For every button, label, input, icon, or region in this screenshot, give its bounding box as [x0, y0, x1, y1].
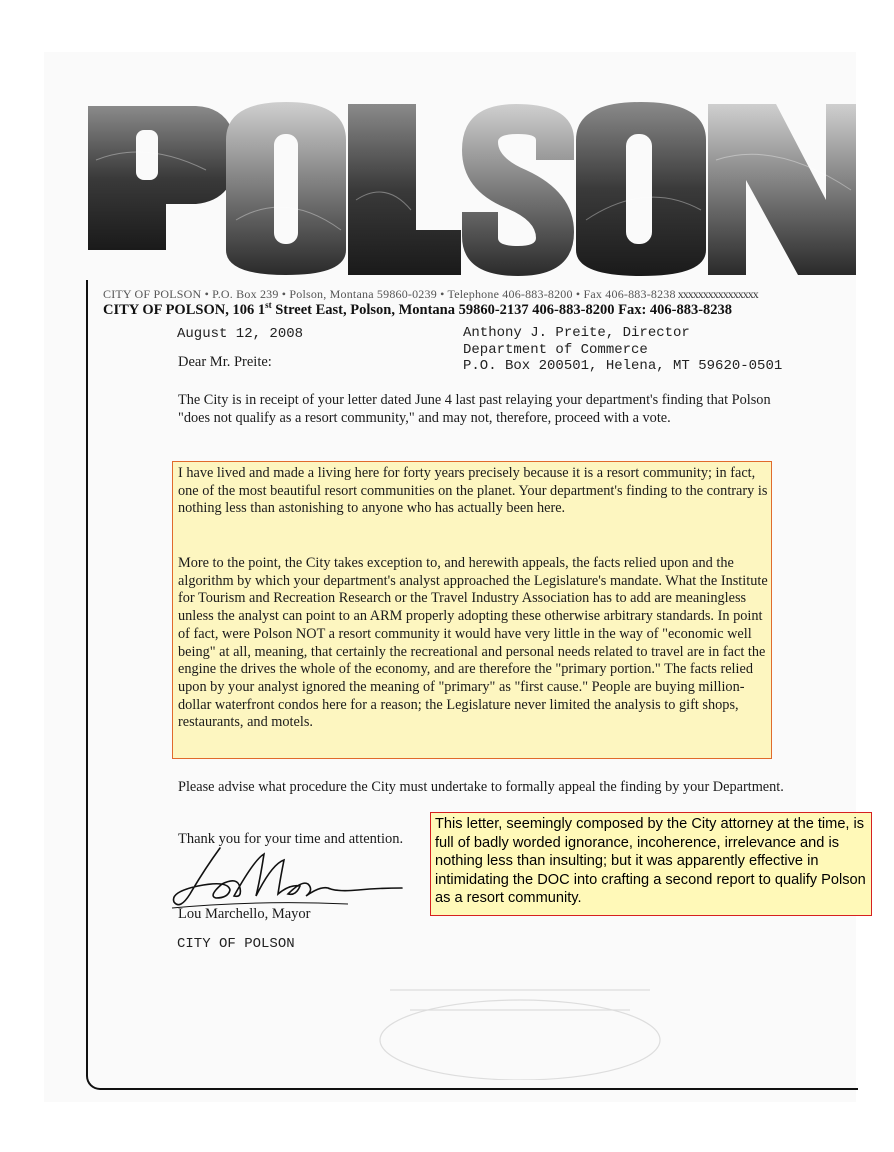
recipient-line: P.O. Box 200501, Helena, MT 59620-0501: [463, 358, 783, 374]
signer-name: Lou Marchello, Mayor: [178, 906, 311, 922]
annotation-text: This letter, seemingly composed by the City attorney at the time, is full of badly worded ignorance, incoherence, irrelevance and is nothing less than insulting; but it was apparently effective in intimidating the DOC into crafting a second report to qualify Polson as a resort community.: [435, 816, 866, 907]
paragraph-1: The City is in receipt of your letter dated June 4 last past relaying your department's finding that Polson "does not qualify as a resort community," and may not, therefore, proceed with a vote.: [178, 392, 771, 426]
salutation: Dear Mr. Preite:: [178, 354, 272, 370]
letterhead-address: CITY OF POLSON, 106 1st Street East, Polson, Montana 59860-2137 406-883-8200 Fax: 406-883-8238: [103, 300, 733, 318]
faded-stamp: [330, 960, 690, 1080]
paragraph-4: Please advise what procedure the City must undertake to formally appeal the finding by your Department.: [178, 779, 784, 795]
recipient-line: Department of Commerce: [463, 341, 648, 358]
closing-line: Thank you for your time and attention.: [178, 831, 404, 847]
paragraph-3: More to the point, the City takes exception to, and herewith appeals, the facts relied upon and the algorithm by which your department's analyst approached the Legislature's mandate. What the Institute for Tourism and Recreation Research or the Travel Industry Association has to add are meaningless unless the analyst can point to an ARM properly adopting these otherwise arbitrary standards. In point of fact, were Polson NOT a resort community it would have very little in the way of "economic well being" at all, meaning, that certainly the recreational and personal needs related to travel are in fact the engine the drives the whole of the economy, and are therefore the "primary portion." The facts relied upon by your analyst ignored the meaning of "primary" as "first cause." People are buying million-dollar waterfront condos here for a reason; the Legislature never limited the analysis to gift shops, restaurants, and motels.: [178, 555, 768, 731]
letterhead-dotted-line: CITY OF POLSON • P.O. Box 239 • Polson, Montana 59860-0239 • Telephone 406-883-8200 • Fax 406-883-8238 xxxxxxxxxxxxxxxx: [103, 287, 758, 301]
polson-logo-banner: [86, 100, 856, 280]
letter-date: August 12, 2008: [177, 326, 304, 342]
recipient-line: Anthony J. Preite, Director: [463, 325, 690, 341]
signature: [168, 840, 408, 914]
signer-organization: CITY OF POLSON: [177, 936, 295, 952]
paragraph-2: I have lived and made a living here for forty years precisely because it is a resort community; in fact, one of the most beautiful resort communities on the planet. Your department's finding to the contrary is nothing less than astonishing to anyone who has actually been here.: [178, 465, 768, 517]
annotation-callout: [430, 812, 872, 916]
recipient-block: [463, 325, 782, 375]
